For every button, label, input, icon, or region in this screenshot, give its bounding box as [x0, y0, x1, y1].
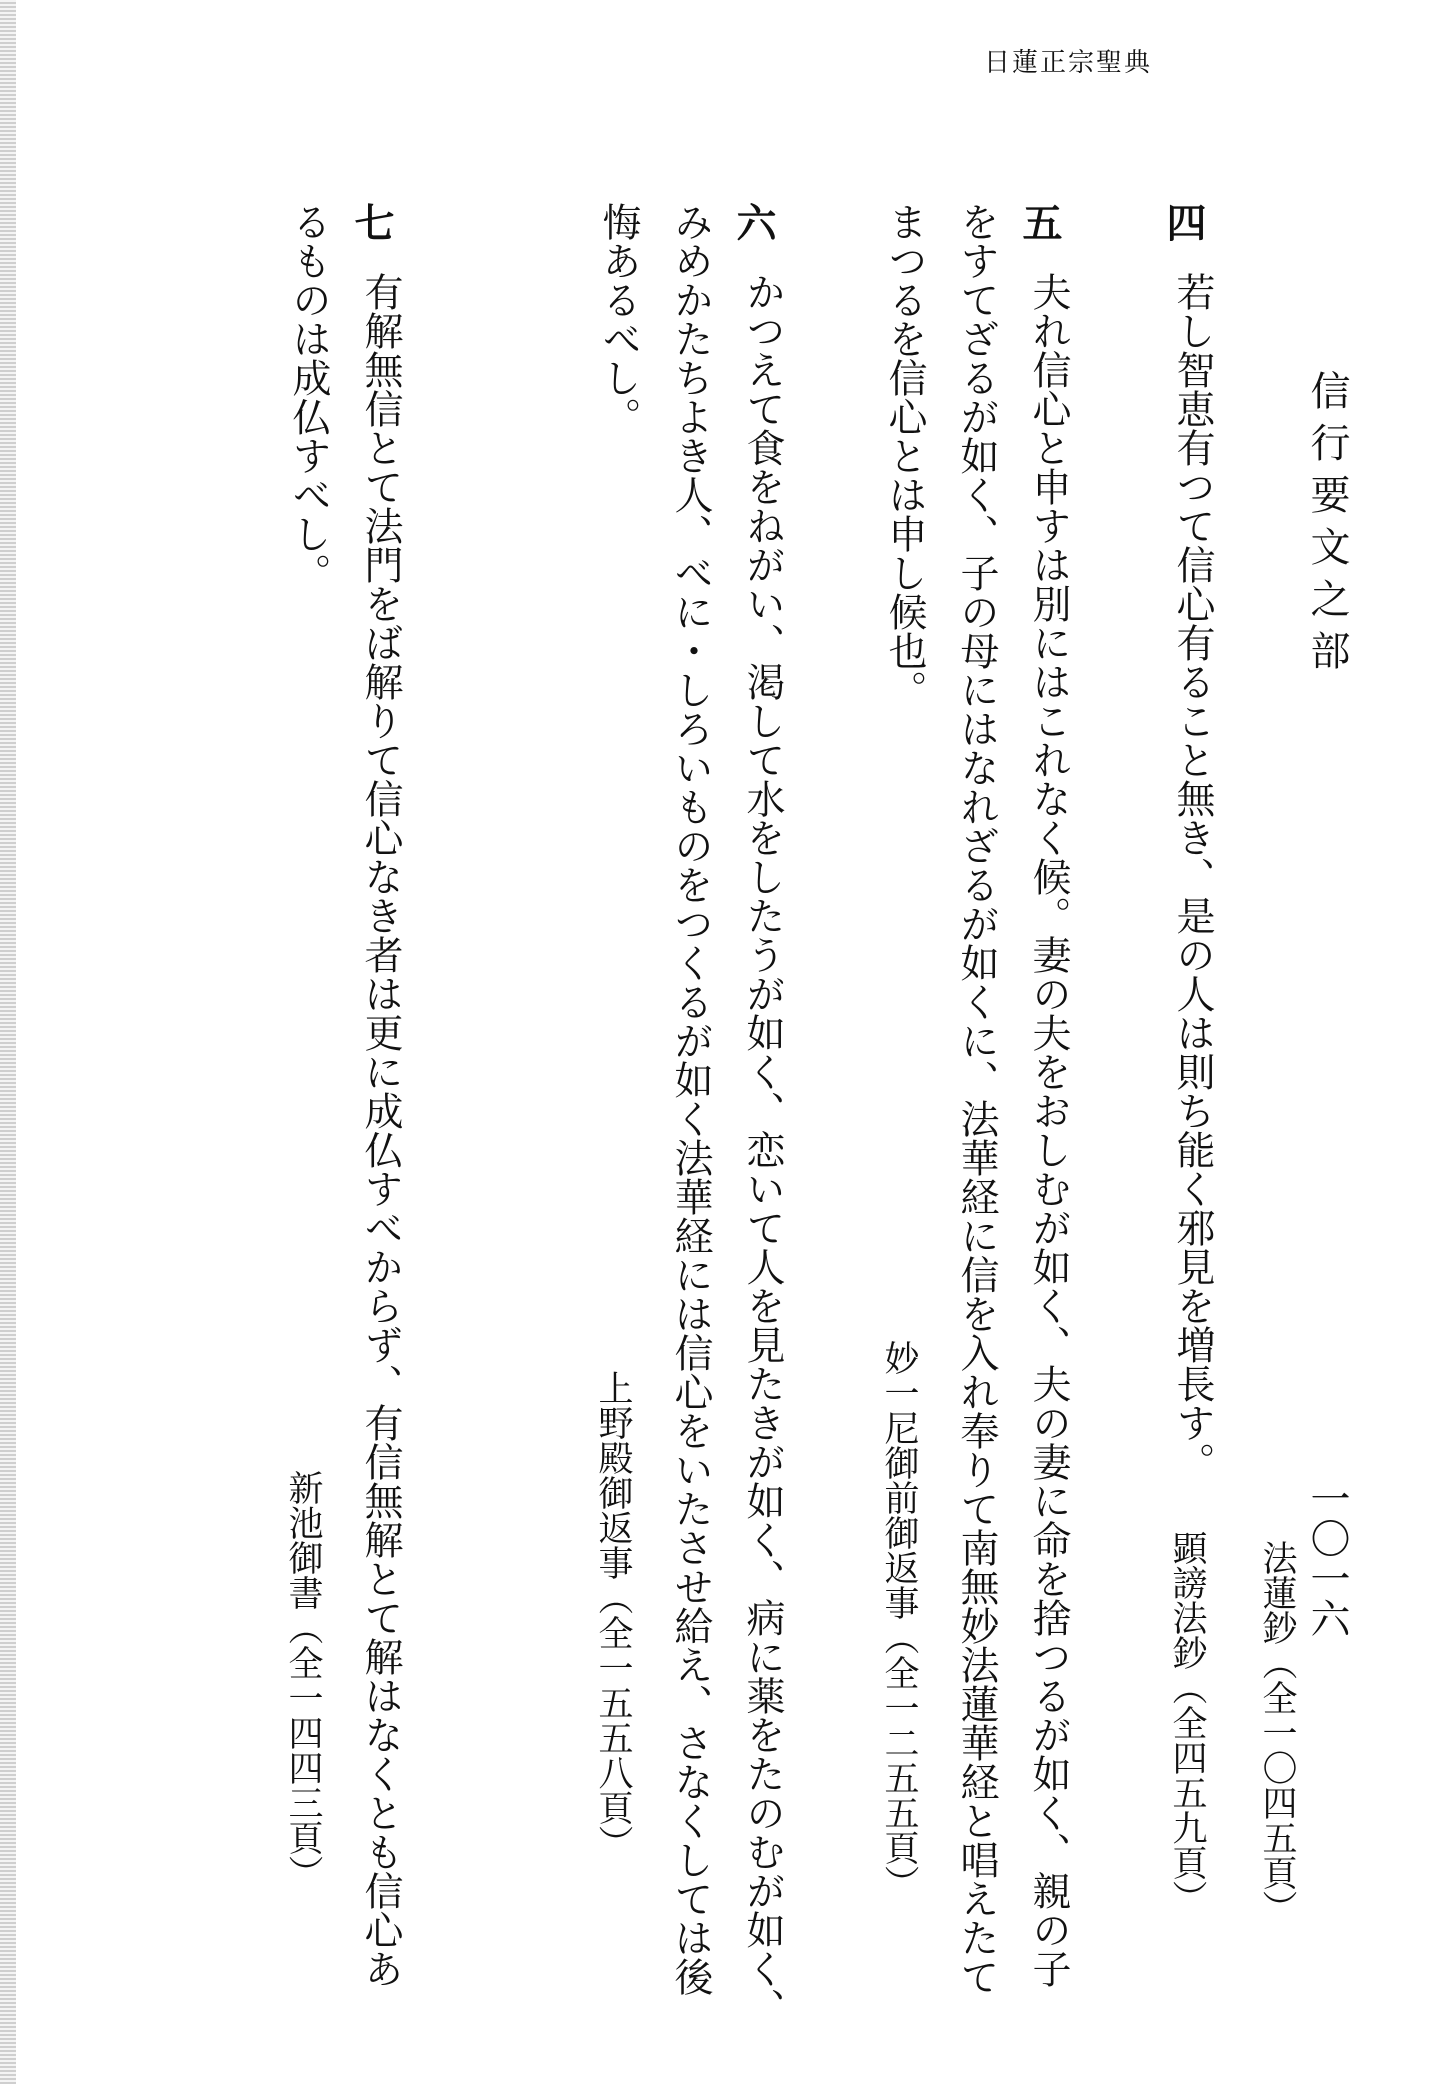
entry-number: 六 [730, 202, 777, 242]
entry-text-line: 夫れ信心と申すは別にはこれなく候。妻の夫をおしむが如く、夫の妻に命を捨つるが如く、親の子 [1026, 272, 1071, 1988]
entry-source: 上野殿御返事（全一五五八頁） [593, 1370, 633, 1860]
entry-text-line: まつるを信心とは申し候也。 [882, 202, 927, 709]
source-citation: 法蓮鈔（全一〇四五頁） [1257, 1540, 1297, 1925]
entry-number: 五 [1016, 202, 1063, 242]
entry-text-line: るものは成仏すべし。 [286, 202, 331, 592]
entry-source: 妙一尼御前御返事（全一二五五頁） [879, 1340, 919, 1900]
running-head: 日蓮正宗聖典 [983, 48, 1152, 78]
entry-text-line: 有解無信とて法門をば解りて信心なき者は更に成仏すべからず、有信無解とて解はなくとも信心あ [358, 272, 403, 1988]
entry-text-line: かつえて食をねがい、渇して水をしたうが如く、恋いて人を見たきが如く、病に薬をたのむが如く、 [740, 272, 785, 2027]
entry-number: 七 [348, 202, 395, 242]
entry-source: 顕謗法鈔（全四五九頁） [1167, 1530, 1207, 1915]
entry-text-line: をすてざるが如く、子の母にはなれざるが如くに、法華経に信を入れ奉りて南無妙法蓮華経と唱えたて [954, 202, 999, 1996]
entry-text-line: 悔あるべし。 [596, 202, 641, 436]
entry-text-line: みめかたちよき人、べに・しろいものをつくるが如く法華経には信心をいたさせ給え、さなくしては後 [668, 202, 713, 1996]
entry-source: 新池御書（全一四四三頁） [283, 1470, 323, 1890]
entry-text-line: 若し智恵有つて信心有ること無き、是の人は則ち能く邪見を増長す。 [1170, 272, 1215, 1481]
entry-number: 四 [1160, 202, 1207, 242]
scan-edge [0, 0, 16, 2084]
chapter-title: 信行要文之部 [1304, 370, 1350, 682]
page-number: 一〇一六 [1304, 1478, 1350, 1638]
